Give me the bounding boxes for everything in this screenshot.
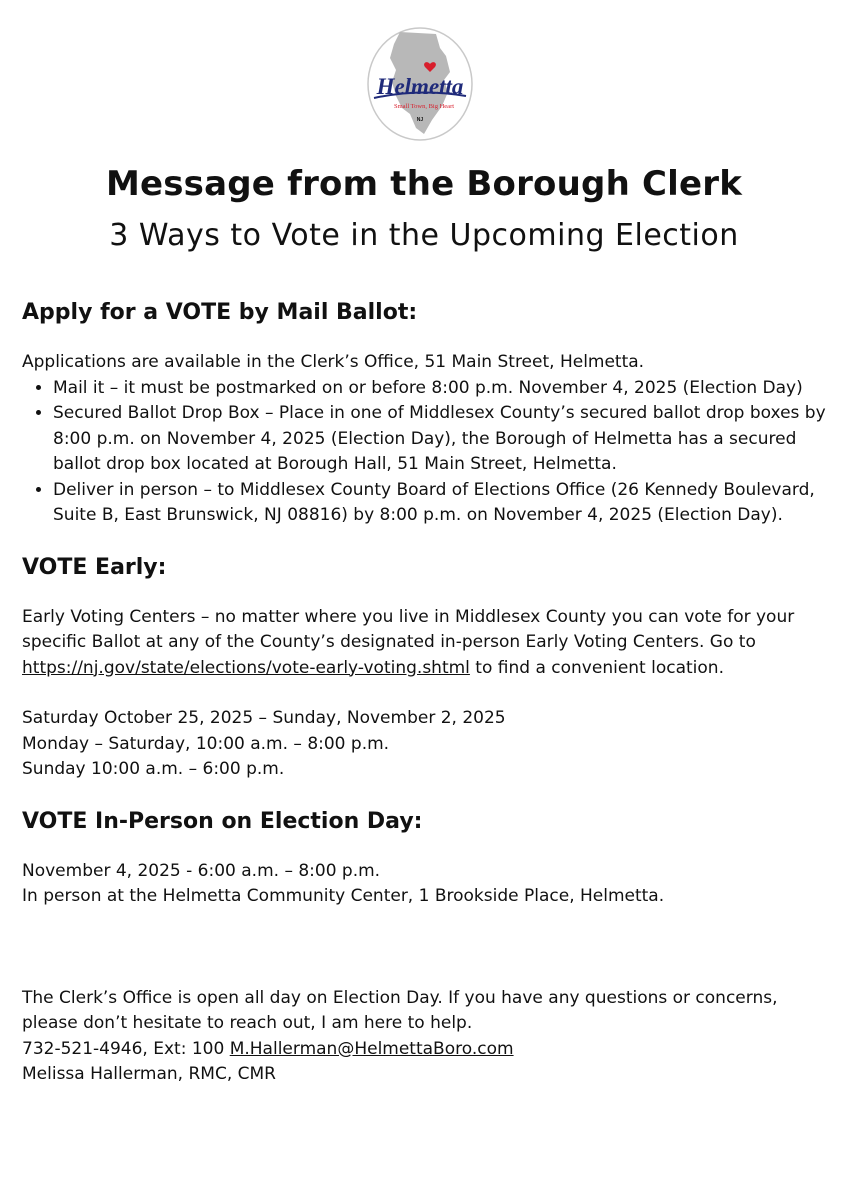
message-body: [22, 296, 832, 1088]
clerk-footer: [22, 986, 832, 1088]
svg-text:Small Town, Big Heart: Small Town, Big Heart: [393, 103, 455, 110]
list-item: • Deliver in person – to Middlesex County Board of Elections Office (26 Kennedy Boulevard, Suite B, East Brunswick, NJ 08816) by 8:00 p.m. on November 4, 2025 (Election Day).: [53, 478, 832, 529]
vote-early-section: [22, 551, 832, 783]
clerk-message: The Clerk’s Office is open all day on Election Day. If you have any questions or concerns, please don’t hesitate to reach out, I am here to help.: [22, 987, 778, 1033]
vote-by-mail-options: [22, 376, 832, 529]
early-voting-hours-sunday: Sunday 10:00 a.m. – 6:00 p.m.: [22, 759, 285, 779]
helmetta-logo-graphic: [366, 26, 474, 142]
election-day-section: [22, 805, 832, 910]
svg-text:Helmetta: Helmetta: [376, 74, 464, 99]
clerk-signature: Melissa Hallerman, RMC, CMR: [22, 1064, 276, 1084]
early-voting-hours-weekday: Monday – Saturday, 10:00 a.m. – 8:00 p.m.: [22, 733, 390, 754]
vote-early-text: Early Voting Centers – no matter where you live in Middlesex County you can vote for your specific Ballot at any of the County’s designated in-person Early Voting Centers. Go to: [22, 606, 795, 652]
list-item: • Mail it – it must be postmarked on or before 8:00 p.m. November 4, 2025 (Election Day): [53, 376, 832, 402]
list-item: • Secured Ballot Drop Box – Place in one of Middlesex County’s secured ballot drop boxes by 8:00 p.m. on November 4, 2025 (Election Day), the Borough of Helmetta has a secured ballot drop box located at Borough Hall, 51 Main Street, Helmetta.: [53, 401, 832, 478]
svg-text:NJ: NJ: [416, 117, 424, 123]
vote-by-mail-section: [22, 296, 832, 529]
vote-early-text-end: to find a convenient location.: [469, 657, 724, 678]
election-day-time: November 4, 2025 - 6:00 a.m. – 8:00 p.m.: [22, 860, 381, 881]
helmetta-logo: [366, 26, 474, 142]
vote-early-heading: VOTE Early:: [22, 554, 167, 580]
early-voting-link[interactable]: https://nj.gov/state/elections/vote-early-voting.shtml: [22, 657, 470, 678]
election-day-location: In person at the Helmetta Community Center, 1 Brookside Place, Helmetta.: [22, 886, 665, 906]
clerk-contact: [22, 1037, 832, 1063]
vote-by-mail-intro: Applications are available in the Clerk’s Office, 51 Main Street, Helmetta.: [22, 352, 645, 372]
clerk-email-link[interactable]: M.Hallerman@HelmettaBoro.com: [229, 1038, 514, 1059]
early-voting-dates: Saturday October 25, 2025 – Sunday, November 2, 2025: [22, 708, 506, 728]
page-subtitle: 3 Ways to Vote in the Upcoming Election: [109, 218, 739, 253]
election-day-heading: VOTE In-Person on Election Day:: [22, 808, 423, 834]
page-title: Message from the Borough Clerk: [105, 164, 743, 204]
vote-by-mail-heading: Apply for a VOTE by Mail Ballot:: [22, 300, 418, 325]
vote-early-description: [22, 605, 832, 682]
clerk-phone: 732-521-4946, Ext: 100: [22, 1038, 225, 1059]
